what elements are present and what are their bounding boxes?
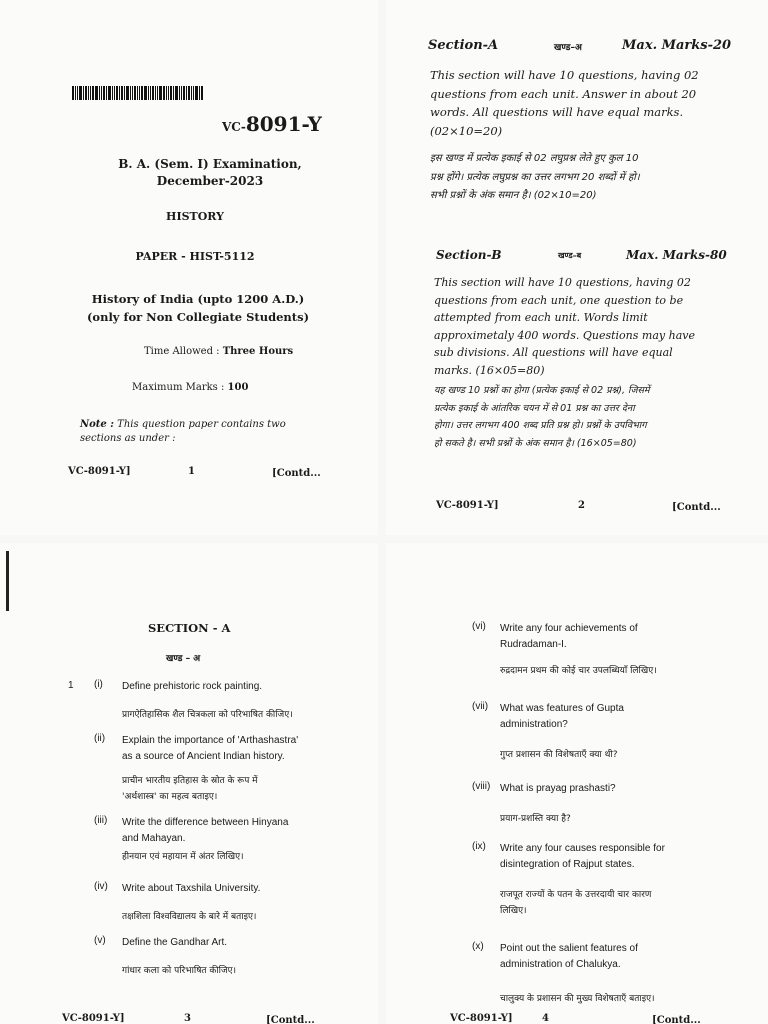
question-hindi-line: रुद्रदामन प्रथम की कोई चार उपलब्धियाँ लिखिए।	[500, 666, 657, 676]
question-hindi-line: 'अर्थशास्त्र' का महत्व बताइए।	[122, 792, 218, 802]
question-english	[500, 941, 740, 973]
barcode-bar	[150, 86, 151, 100]
question-hindi-line: गांधार कला को परिभाषित कीजिए।	[122, 966, 237, 976]
section-a-english	[430, 66, 730, 140]
time-label: Time Allowed :	[144, 346, 220, 357]
question-english	[122, 733, 352, 765]
question-subnumber: (i)	[94, 679, 103, 690]
barcode-bar	[159, 86, 162, 100]
barcode-bar	[79, 86, 82, 100]
footer-code: VC-8091-Y]	[436, 500, 499, 511]
section-b-en-line: attempted from each unit. Words limit	[434, 311, 648, 324]
course-line-2: (only for Non Collegiate Students)	[86, 310, 310, 324]
barcode-bar	[157, 86, 158, 100]
question-english-line: What is prayag prashasti?	[500, 783, 616, 794]
barcode-bar	[186, 86, 187, 100]
question-hindi-line: चालुक्य के प्रशासन की मुख्य विशेषताएँ बताइए।	[500, 994, 655, 1004]
question-english-line: Write any four achievements of	[500, 623, 638, 634]
barcode-bar	[201, 86, 203, 100]
barcode-bar	[132, 86, 133, 100]
question-hindi	[500, 811, 740, 827]
note-text-1: This question paper contains two	[117, 419, 286, 430]
subject-title: HISTORY	[166, 210, 224, 223]
question-subnumber: (x)	[472, 941, 484, 952]
section-a-en-line: questions from each unit. Answer in about 20	[430, 86, 697, 101]
section-a-hi-line: प्रश्न होंगे। प्रत्येक लघुप्रश्न का उत्तर लगभग 20 शब्दों में हो।	[430, 171, 640, 183]
question-hindi	[122, 963, 352, 979]
footer-contd: [Contd...	[672, 502, 721, 513]
barcode-bar	[92, 86, 94, 100]
course-line-1: History of India (upto 1200 A.D.)	[91, 292, 305, 306]
question-english-line: Write about Taxshila University.	[122, 883, 261, 894]
question-hindi-line: हीनयान एवं महायान में अंतर लिखिए।	[122, 852, 244, 862]
question-hindi-line: प्राचीन भारतीय इतिहास के स्रोत के रूप में	[122, 776, 258, 786]
question-subnumber: (iii)	[94, 815, 108, 826]
barcode-bar	[124, 86, 125, 100]
question-hindi	[122, 773, 352, 805]
section-a-en-line: words. All questions will have equal marks.	[430, 105, 684, 119]
maximum-marks	[132, 382, 248, 393]
question-subnumber: (v)	[94, 935, 106, 946]
scan-edge-mark	[6, 551, 9, 611]
time-allowed	[144, 346, 293, 357]
section-title: SECTION - A	[148, 621, 231, 635]
barcode-bar	[183, 86, 185, 100]
barcode-bar	[195, 86, 198, 100]
section-a-hindi-text	[430, 150, 745, 206]
question-subnumber: (vii)	[472, 701, 489, 712]
barcode-bar	[83, 86, 84, 100]
note-label: Note :	[80, 419, 114, 430]
barcode-bar	[75, 86, 76, 100]
question-english-line: Define the Gandhar Art.	[122, 937, 228, 948]
question-english	[122, 815, 352, 847]
barcode-bar	[141, 86, 143, 100]
barcode	[72, 86, 224, 100]
footer-page-number: 1	[188, 466, 195, 477]
barcode-bar	[152, 86, 154, 100]
question-subnumber: (ix)	[472, 841, 486, 852]
note-text-2: sections as under :	[80, 433, 176, 444]
barcode-bar	[103, 86, 105, 100]
barcode-bar	[139, 86, 140, 100]
section-a-marks: Max. Marks-20	[622, 38, 732, 53]
barcode-bar	[77, 86, 78, 100]
section-a-hi-line: सभी प्रश्नों के अंक समान है। (02×10=20)	[430, 190, 597, 201]
question-english-line: Define prehistoric rock painting.	[122, 681, 263, 692]
section-b-hi-line: होगा। उत्तर लगभग 400 शब्द प्रति प्रश्न हो। प्रश्नों के उपविभाग	[434, 420, 647, 431]
barcode-bar	[119, 86, 120, 100]
section-b-marks: Max. Marks-80	[626, 248, 727, 262]
section-b-title: Section-B	[436, 248, 502, 262]
time-value: Three Hours	[222, 346, 294, 357]
barcode-bar	[121, 86, 123, 100]
footer-code: VC-8091-Y]	[62, 1013, 125, 1024]
barcode-bar	[108, 86, 111, 100]
question-hindi-line: राजपूत राज्यों के पतन के उत्तरदायी चार कारण	[500, 890, 652, 900]
question-hindi-line: प्रयाग-प्रशस्ति क्या है?	[500, 814, 571, 824]
section-hindi: खण्ड – अ	[166, 654, 201, 664]
barcode-bar	[155, 86, 156, 100]
section-a-en-line: (02×10=20)	[430, 123, 503, 138]
question-hindi-line: प्रागऐतिहासिक शैल चित्रकला को परिभाषित कीजिए।	[122, 710, 293, 720]
question-english-line: Point out the salient features of	[500, 943, 638, 954]
question-english-line: What was features of Gupta	[500, 703, 624, 714]
barcode-bar	[173, 86, 174, 100]
question-subnumber: (viii)	[472, 781, 491, 792]
question-hindi	[500, 887, 740, 919]
barcode-bar	[199, 86, 200, 100]
page-3	[0, 543, 378, 1024]
question-english-line: administration?	[500, 719, 568, 730]
barcode-bar	[179, 86, 180, 100]
barcode-bar	[90, 86, 91, 100]
question-english	[122, 881, 352, 897]
paper-code	[222, 112, 322, 136]
exam-line-1: B. A. (Sem. I) Examination,	[118, 157, 302, 171]
section-b-en-line: marks. (16×05=80)	[434, 363, 545, 377]
barcode-bar	[170, 86, 172, 100]
question-english	[500, 781, 740, 797]
page-1	[0, 0, 378, 535]
barcode-bar	[106, 86, 107, 100]
section-b-en-line: sub divisions. All questions will have equal	[434, 346, 673, 359]
question-number: 1	[68, 680, 74, 691]
barcode-bar	[166, 86, 167, 100]
question-hindi-line: तक्षशिला विश्वविद्यालय के बारे में बताइए।	[122, 912, 257, 922]
section-b-en-line: approximetaly 400 words. Questions may have	[434, 328, 695, 342]
question-subnumber: (iv)	[94, 881, 108, 892]
footer-contd: [Contd...	[652, 1015, 701, 1024]
barcode-bar	[137, 86, 138, 100]
section-b-en-line: questions from each unit, one question to be	[434, 293, 684, 307]
section-b-hindi: खण्ड–ब	[558, 251, 582, 260]
question-english	[122, 679, 352, 695]
footer-contd: [Contd...	[272, 468, 321, 479]
page-4	[386, 543, 768, 1024]
question-english	[500, 841, 740, 873]
question-hindi	[122, 909, 352, 925]
barcode-bar	[134, 86, 136, 100]
section-b-hi-line: यह खण्ड 10 प्रश्नों का होगा (प्रत्येक इकाई से 02 प्रश्न), जिसमें	[434, 385, 650, 396]
question-subnumber: (ii)	[94, 733, 106, 744]
question-hindi	[122, 707, 352, 723]
question-english-line: disintegration of Rajput states.	[500, 859, 635, 870]
barcode-bar	[130, 86, 131, 100]
section-a-hindi: खण्ड–अ	[554, 43, 582, 53]
question-english-line: Explain the importance of 'Arthashastra'	[122, 735, 299, 746]
question-english-line: administration of Chalukya.	[500, 959, 621, 970]
barcode-bar	[88, 86, 89, 100]
barcode-bar	[85, 86, 87, 100]
barcode-bar	[181, 86, 182, 100]
question-hindi	[122, 849, 352, 865]
footer-page-number: 4	[542, 1013, 549, 1024]
question-hindi	[500, 663, 740, 679]
footer-page-number: 3	[184, 1013, 191, 1024]
question-hindi-line: गुप्त प्रशासन की विशेषताएँ क्या थी?	[500, 750, 618, 760]
section-a-hi-line: इस खण्ड में प्रत्येक इकाई से 02 लघुप्रश्न लेते हुए कुल 10	[430, 153, 639, 164]
barcode-bar	[191, 86, 192, 100]
section-a-title: Section-A	[428, 38, 499, 53]
paper-title: PAPER - HIST-5112	[135, 250, 255, 263]
barcode-bar	[126, 86, 129, 100]
barcode-bar	[101, 86, 102, 100]
section-b-hi-line: हो सकते है। सभी प्रश्नों के अंक समान है। (16×05=80)	[434, 437, 637, 449]
question-english	[122, 935, 352, 951]
question-subnumber: (vi)	[472, 621, 486, 632]
section-b-hindi-text	[434, 382, 752, 452]
question-hindi-line: लिखिए।	[500, 906, 527, 916]
barcode-bar	[72, 86, 74, 100]
barcode-bar	[116, 86, 118, 100]
marks-label: Maximum Marks :	[132, 382, 225, 393]
exam-title	[100, 156, 320, 190]
footer-code: VC-8091-Y]	[450, 1013, 513, 1024]
barcode-bar	[144, 86, 147, 100]
barcode-bar	[148, 86, 149, 100]
note	[80, 418, 340, 446]
paper-code-prefix: VC-	[222, 120, 246, 134]
barcode-bar	[193, 86, 194, 100]
exam-line-2: December-2023	[156, 174, 264, 188]
barcode-bar	[112, 86, 113, 100]
barcode-bar	[163, 86, 165, 100]
question-hindi	[500, 991, 740, 1007]
barcode-bar	[114, 86, 115, 100]
question-english-line: Write the difference between Hinyana	[122, 817, 289, 828]
page-2	[386, 0, 768, 535]
question-english-line: Rudradaman-I.	[500, 639, 567, 650]
section-b-en-line: This section will have 10 questions, having 02	[434, 276, 691, 289]
footer-code: VC-8091-Y]	[68, 466, 131, 477]
footer-page-number: 2	[578, 500, 585, 511]
question-english-line: Write any four causes responsible for	[500, 843, 665, 854]
course-title	[62, 290, 334, 326]
marks-value: 100	[227, 382, 249, 393]
question-hindi	[500, 747, 740, 763]
question-english	[500, 701, 740, 733]
section-b-hi-line: प्रत्येक इकाई के आंतरिक चयन में से 01 प्रश्न का उत्तर देना	[434, 402, 635, 414]
barcode-bar	[168, 86, 169, 100]
paper-code-main: 8091-Y	[245, 112, 322, 136]
barcode-bar	[99, 86, 100, 100]
section-a-en-line: This section will have 10 questions, having 02	[430, 68, 699, 82]
barcode-bar	[95, 86, 98, 100]
footer-contd: [Contd...	[266, 1015, 315, 1024]
barcode-bar	[175, 86, 178, 100]
question-english-line: and Mahayan.	[122, 833, 186, 844]
barcode-bar	[188, 86, 190, 100]
question-english	[500, 621, 740, 653]
section-b-english	[434, 274, 734, 379]
question-english-line: as a source of Ancient Indian history.	[122, 751, 285, 762]
